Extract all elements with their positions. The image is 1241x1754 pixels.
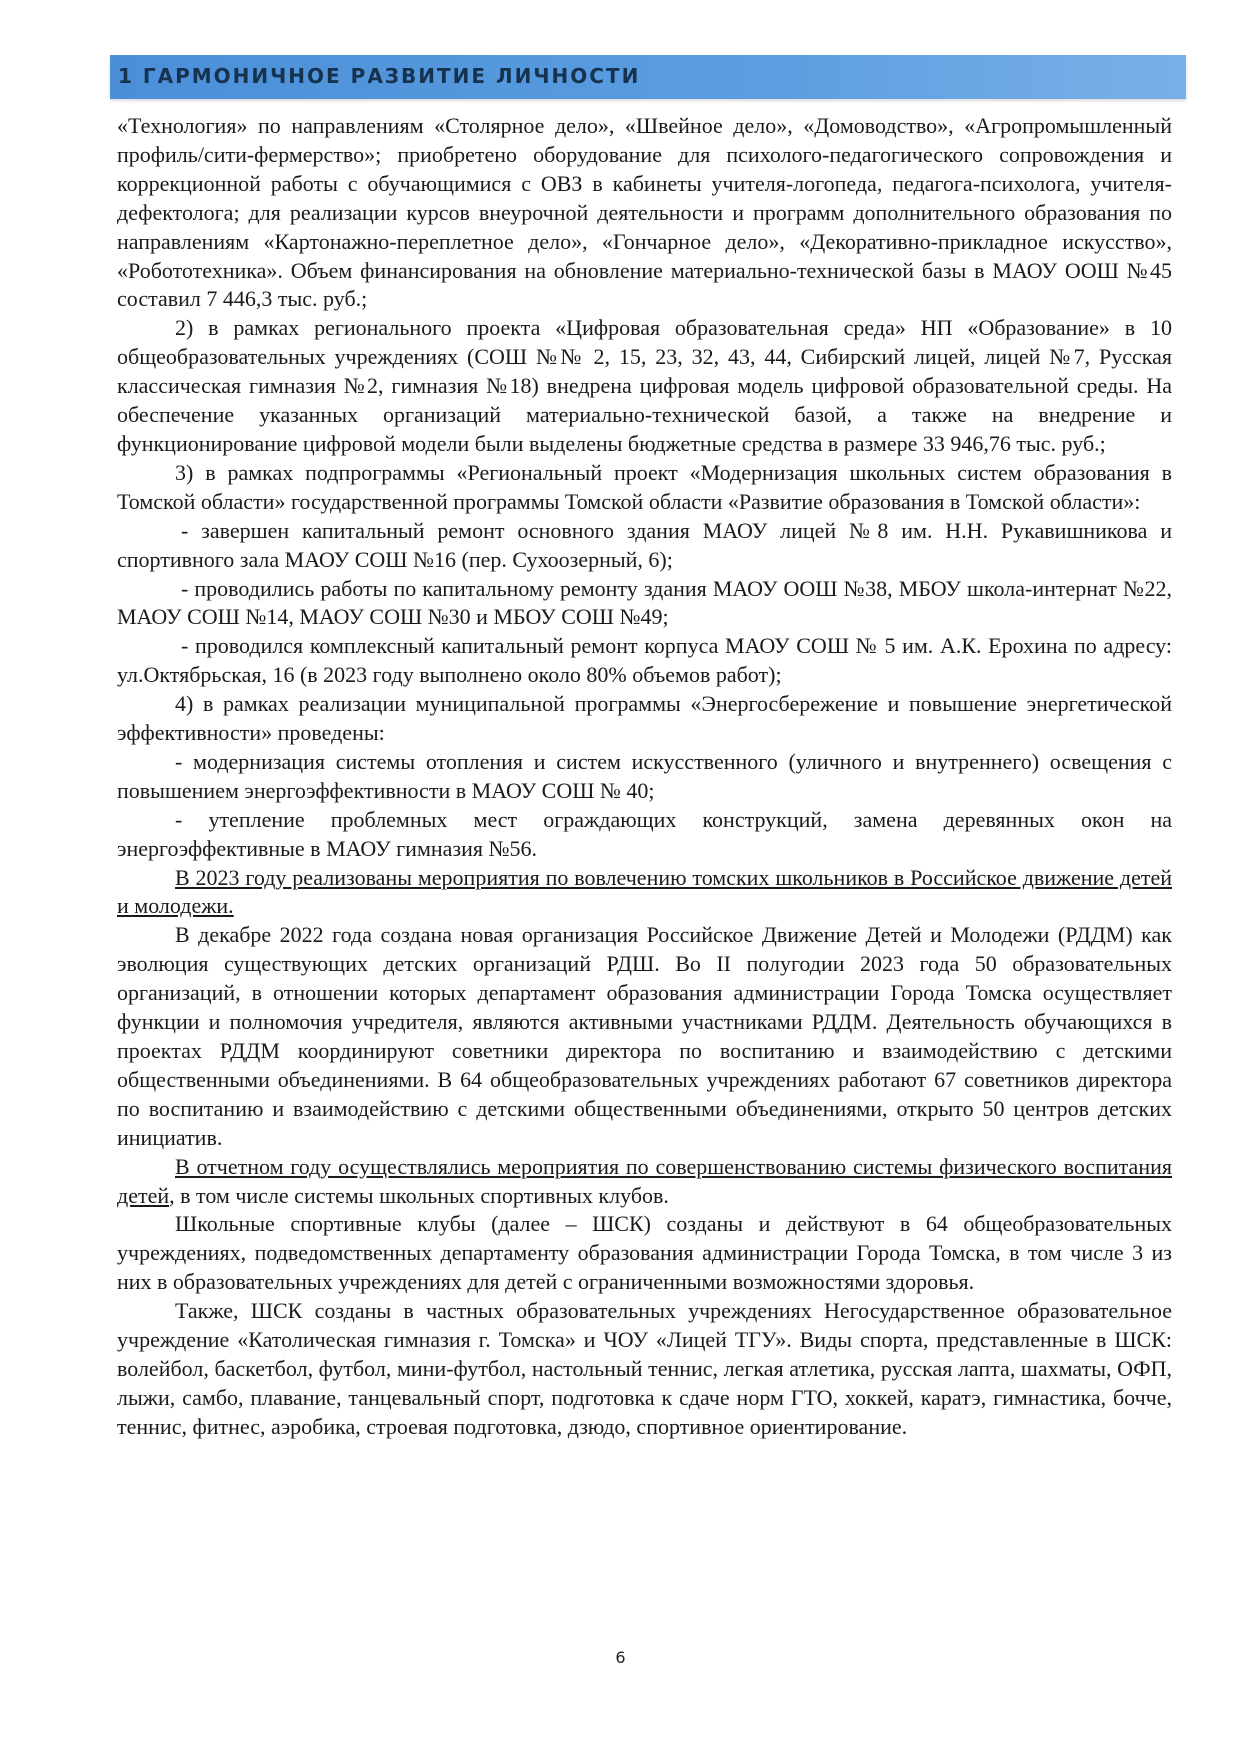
page-number: 6 <box>615 1648 626 1667</box>
paragraph-sport-clubs: Школьные спортивные клубы (далее – ШСК) созданы и действуют в 64 общеобразовательных учреждениях, подведомственных департаменту образования администрации Города Томска, в том числе 3 из них в образовательных учреждениях для детей с ограниченными возможностями здоровья. <box>117 1211 1172 1295</box>
physical-education-rest: , в том числе системы школьных спортивных клубов. <box>169 1182 669 1208</box>
list-item-heating-modernization: - модернизация системы отопления и систем искусственного (уличного и внутреннего) освещения с повышением энергоэффективности в МАОУ СОШ № 40; <box>117 748 1172 803</box>
paragraph-energy-saving: 4) в рамках реализации муниципальной программы «Энергосбережение и повышение энергетической эффективности» проведены: <box>117 691 1172 746</box>
physical-education-heading: В отчетном году осуществлялись мероприятия по совершенствованию системы физического воспитания детей <box>117 1153 1172 1208</box>
paragraph-equipment: «Технология» по направлениям «Столярное дело», «Швейное дело», «Домоводство», «Агропромышленный профиль/сити-фермерство»; приобретено оборудование для психолого-педагогического сопровождения и коррекционной работы с обучающимися с ОВЗ в кабинеты учителя-логопеда, педагога-психолога, учителя-дефектолога; для реализации курсов внеурочной деятельности и программ дополнительного образования по направлениям «Картонажно-переплетное дело», «Гончарное дело», «Декоративно-прикладное искусство», «Робототехника». Объем финансирования на обновление материально-технической базы в МАОУ ООШ №45 составил 7 446,3 тыс. руб.; <box>117 113 1172 312</box>
paragraph-physical-education <box>117 1153 1172 1211</box>
section-title: 1 ГАРМОНИЧНОЕ РАЗВИТИЕ ЛИЧНОСТИ <box>118 64 641 88</box>
list-item-repair-school5: - проводился комплексный капитальный ремонт корпуса МАОУ СОШ № 5 им. А.К. Ерохина по адресу: ул.Октябрьская, 16 (в 2023 году выполнено около 80% объемов работ); <box>117 633 1172 688</box>
list-item-repair-schools: - проводились работы по капитальному ремонту здания МАОУ ООШ №38, МБОУ школа-интернат №22, МАОУ СОШ №14, МАОУ СОШ №30 и МБОУ СОШ №49; <box>117 575 1172 630</box>
section-header-bar <box>110 55 1186 99</box>
list-item-repair-lyceum8: - завершен капитальный ремонт основного здания МАОУ лицей №8 им. Н.Н. Рукавишникова и спортивного зала МАОУ СОШ №16 (пер. Сухоозерный, 6); <box>117 517 1172 572</box>
paragraph-rddm-heading: В 2023 году реализованы мероприятия по вовлечению томских школьников в Российское движение детей и молодежи. <box>117 864 1172 919</box>
paragraph-sport-kinds: Также, ШСК созданы в частных образовательных учреждениях Негосударственное образовательное учреждение «Католическая гимназия г. Томска» и ЧОУ «Лицей ТГУ». Виды спорта, представленные в ШСК: волейбол, баскетбол, футбол, мини-футбол, настольный теннис, легкая атлетика, русская лапта, шахматы, ОФП, лыжи, самбо, плавание, танцевальный спорт, подготовка к сдаче норм ГТО, хоккей, каратэ, гимнастика, бочче, теннис, фитнес, аэробика, строевая подготовка, дзюдо, спортивное ориентирование. <box>117 1298 1172 1439</box>
paragraph-digital-environment: 2) в рамках регионального проекта «Цифровая образовательная среда» НП «Образование» в 10 общеобразовательных учреждениях (СОШ №№ 2, 15, 23, 32, 43, 44, Сибирский лицей, лицей №7, Русская классическая гимназия №2, гимназия №18) внедрена цифровая модель цифровой образовательной среды. На обеспечение указанных организаций материально-технической базой, а также на внедрение и функционирование цифровой модели были выделены бюджетные средства в размере 33 946,76 тыс. руб.; <box>117 315 1172 456</box>
document-body <box>117 112 1172 1442</box>
list-item-insulation: - утепление проблемных мест ограждающих конструкций, замена деревянных окон на энергоэффективные в МАОУ гимназия №56. <box>117 806 1172 861</box>
paragraph-rddm: В декабре 2022 года создана новая организация Российское Движение Детей и Молодежи (РДДМ) как эволюция существующих детских организаций РДШ. Во II полугодии 2023 года 50 образовательных организаций, в отношении которых департамент образования администрации Города Томска осуществляет функции и полномочия учредителя, являются активными участниками РДДМ. Деятельность обучающихся в проектах РДДМ координируют советники директора по воспитанию и взаимодействию с детскими общественными объединениями. В 64 общеобразовательных учреждениях работают 67 советников директора по воспитанию и взаимодействию с детскими общественными объединениями, открыто 50 центров детских инициатив. <box>117 922 1172 1150</box>
paragraph-school-modernization: 3) в рамках подпрограммы «Региональный проект «Модернизация школьных систем образования в Томской области» государственной программы Томской области «Развитие образования в Томской области»: <box>117 459 1172 514</box>
